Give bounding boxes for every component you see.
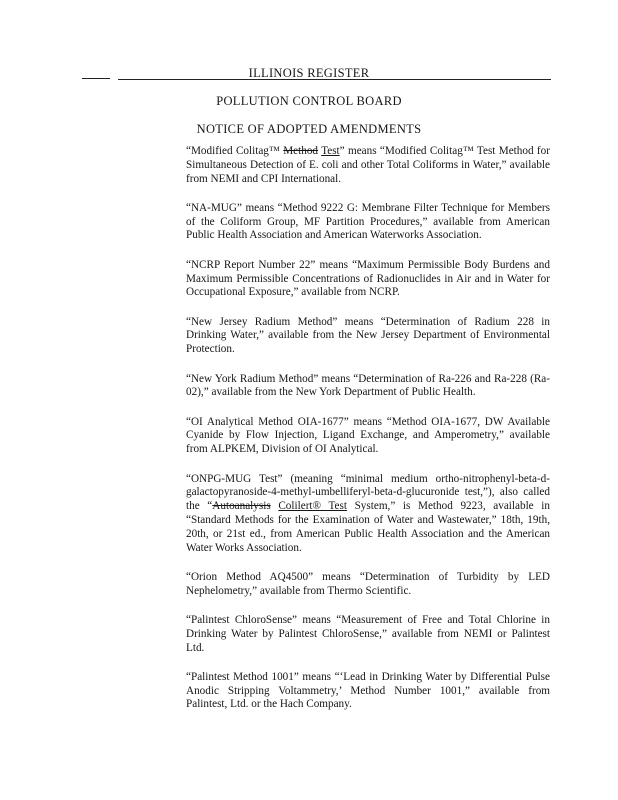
definition-text: ” means “Modified Colitag™ Test Method for Simultaneous Detection of E. coli and other Total Coliforms in Water,” available from NEMI and CPI International. [186, 145, 550, 185]
definition-text: “Modified Colitag™ [186, 145, 284, 157]
inserted-text: Test [321, 145, 340, 157]
definition-text: System,” is Method 9223, available in “Standard Methods for the Examination of Water and Wastewater,” 18th, 19th, 20th, or 21st ed., from American Public Health Association and the American Water Works Association. [186, 500, 550, 554]
definition-text: “ONPG-MUG Test” (meaning “minimal medium ortho-nitrophenyl-beta-d-galactopyranoside-4-methyl-umbelliferyl-beta-d-glucuronide test,”), also called the “ [186, 472, 550, 513]
definition-palintest-method-1001: “Palintest Method 1001” means “‘Lead in Drinking Water by Differential Pulse Anodic Stripping Voltammetry,’ Method Number 1001,” available from Palintest, Ltd. or the Hach Company. [186, 670, 550, 711]
inserted-text: Colilert® Test [278, 500, 347, 513]
definition-palintest-chlorosense: “Palintest ChloroSense” means “Measurement of Free and Total Chlorine in Drinking Water by Palintest ChloroSense,” available from NEMI or Palintest Ltd. [186, 613, 550, 654]
definition-orion-method: “Orion Method AQ4500” means “Determination of Turbidity by LED Nephelometry,” available from Thermo Scientific. [186, 570, 550, 597]
notice-title: NOTICE OF ADOPTED AMENDMENTS [196, 122, 422, 136]
struck-text: Method [283, 145, 319, 157]
definition-onpg-mug [186, 473, 550, 556]
definition-na-mug: “NA-MUG” means “Method 9222 G: Membrane Filter Technique for Members of the Coliform Group, MF Partition Procedures,” available from American Public Health Association and American Waterworks Association. [186, 201, 550, 242]
definition-oi-analytical: “OI Analytical Method OIA-1677” means “Method OIA-1677, DW Available Cyanide by Flow Injection, Ligand Exchange, and Amperometry,” available from ALPKEM, Division of OI Analytical. [186, 415, 550, 456]
definition-new-jersey-radium: “New Jersey Radium Method” means “Determination of Radium 228 in Drinking Water,” available from the New Jersey Department of Environmental Protection. [186, 315, 550, 356]
board-title: POLLUTION CONTROL BOARD [216, 94, 402, 108]
struck-text: Autoanalysis [212, 500, 271, 513]
definition-new-york-radium: “New York Radium Method” means “Determination of Ra-226 and Ra-228 (Ra-02),” available from the New York Department of Public Health. [186, 372, 550, 399]
definition-ncrp-report: “NCRP Report Number 22” means “Maximum Permissible Body Burdens and Maximum Permissible Concentrations of Radionuclides in Air and in Water for Occupational Exposure,” available from NCRP. [186, 258, 550, 299]
definition-modified-colitag [186, 145, 550, 186]
definitions-list [186, 145, 550, 728]
register-title: ILLINOIS REGISTER [248, 66, 370, 80]
